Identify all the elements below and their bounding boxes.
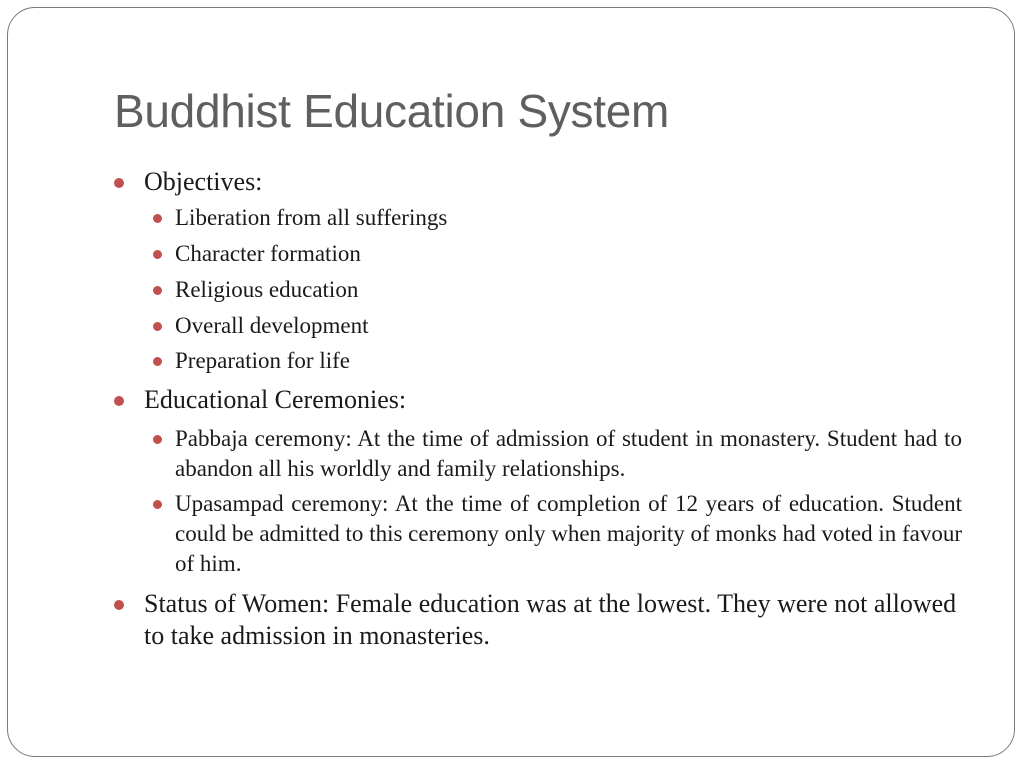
sub-bullet-item: Preparation for life: [175, 348, 350, 373]
sub-bullet-icon: [153, 286, 162, 295]
bullet-ceremonies: Educational Ceremonies:: [144, 385, 407, 414]
sub-bullet-item: Character formation: [175, 241, 361, 266]
bullet-objectives: Objectives:: [144, 167, 263, 196]
bullet-icon: [114, 600, 124, 610]
bullet-icon: [114, 178, 124, 188]
slide-title: Buddhist Education System: [114, 85, 670, 137]
sub-bullet-icon: [153, 322, 162, 331]
sub-bullet-icon: [153, 435, 162, 444]
sub-bullet-pabbaja: Pabbaja ceremony: At the time of admission of student in monastery. Student had to abandon all his worldly and family relationships.: [175, 426, 962, 481]
bullet-icon: [114, 396, 124, 406]
sub-bullet-item: Liberation from all sufferings: [175, 205, 448, 230]
sub-bullet-item: Religious education: [175, 277, 359, 302]
sub-bullet-icon: [153, 214, 162, 223]
sub-bullet-icon: [153, 357, 162, 366]
sub-bullet-item: Overall development: [175, 313, 369, 338]
sub-bullet-icon: [153, 250, 162, 259]
sub-bullet-icon: [153, 500, 162, 509]
bullet-status-of-women: Status of Women: Female education was at the lowest. They were not allowed to take admission in monasteries.: [144, 589, 957, 650]
sub-bullet-upasampad: Upasampad ceremony: At the time of completion of 12 years of education. Student could be admitted to this ceremony only when majority of monks had voted in favour of him.: [175, 491, 962, 576]
